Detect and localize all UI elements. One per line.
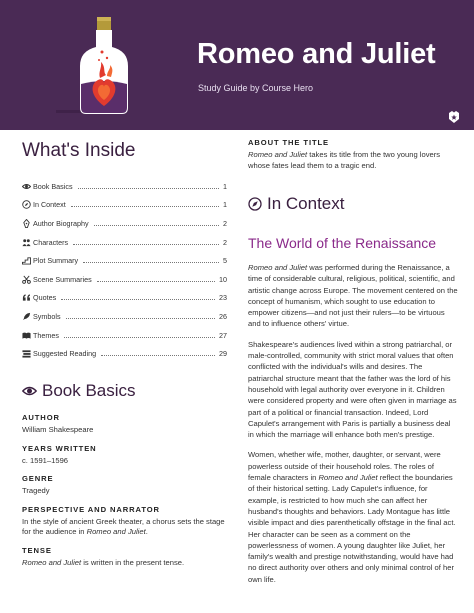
context-paragraph: Shakespeare's audiences lived within a strong patriarchal, or male-controlled, community with strict moral values that often conflicted with the individual's wills and desires. The patriarchal structure meant that the father was the lord of his household with legal authority over everyone in it. Children were considered property and were often given in marriage as part of a political or financial transaction. Indeed, Lord Capulet's arrangement with Paris is partially a business deal in which the marriage will enhance both men's prestige. bbox=[248, 339, 457, 440]
toc-leader bbox=[66, 318, 215, 319]
toc-leader bbox=[83, 262, 219, 263]
toc-item-book-basics[interactable] bbox=[22, 177, 227, 196]
eye-icon bbox=[22, 385, 37, 397]
toc-page: 5 bbox=[223, 256, 227, 266]
compass-icon bbox=[22, 200, 31, 209]
tense-label: TENSE bbox=[22, 545, 52, 555]
perspective-text: In the style of ancient Greek theater, a chorus sets the stage for the audience in bbox=[22, 516, 225, 537]
toc-label: Themes bbox=[33, 330, 59, 340]
toc-item-characters[interactable] bbox=[22, 233, 227, 252]
compass-icon bbox=[248, 197, 262, 211]
genre-label: GENRE bbox=[22, 474, 54, 484]
genre-block bbox=[22, 474, 227, 497]
bookmark-icon bbox=[22, 331, 31, 340]
tense-block bbox=[22, 546, 227, 569]
cover-header bbox=[0, 0, 474, 130]
toc-leader bbox=[61, 299, 215, 300]
scissors-icon bbox=[22, 275, 31, 284]
toc-label: Suggested Reading bbox=[33, 349, 97, 359]
toc-leader bbox=[97, 281, 215, 282]
potion-bottle-illustration bbox=[56, 14, 176, 122]
book-basics-heading-text: Book Basics bbox=[42, 381, 136, 400]
toc-leader bbox=[73, 244, 219, 245]
toc-page: 1 bbox=[223, 181, 227, 191]
toc-page: 26 bbox=[219, 311, 227, 321]
context-body bbox=[248, 262, 458, 594]
work-title: Romeo and Juliet bbox=[248, 150, 308, 159]
course-hero-logo-icon bbox=[448, 111, 460, 123]
author-block bbox=[22, 413, 227, 436]
stairs-icon bbox=[22, 256, 31, 265]
paragraph-text: was performed during the Renaissance, a time of considerable cultural, religious, political, scientific, and artistic change across Europe. The movement centered on the concept of humanism, which sought to use education to empower citizens—and not just their rulers—to be virtuous and to influence others' virtue. bbox=[248, 263, 458, 329]
tense-value bbox=[22, 558, 227, 569]
context-paragraph bbox=[248, 449, 458, 585]
perspective-label: PERSPECTIVE AND NARRATOR bbox=[22, 504, 160, 514]
years-value: c. 1591–1596 bbox=[22, 455, 69, 465]
toc-item-symbols[interactable] bbox=[22, 307, 227, 326]
toc-label: Author Biography bbox=[33, 218, 89, 228]
perspective-value bbox=[22, 517, 227, 538]
about-title-label: ABOUT THE TITLE bbox=[248, 138, 329, 147]
author-value: William Shakespeare bbox=[22, 425, 94, 434]
toc-item-quotes[interactable] bbox=[22, 289, 227, 308]
toc-page: 27 bbox=[219, 330, 227, 340]
toc-label: Book Basics bbox=[33, 181, 73, 191]
work-title: Romeo and Juliet bbox=[318, 473, 378, 483]
about-body: takes its title from the two young lovers whose fates lead them to a tragic end. bbox=[248, 150, 441, 170]
toc-page: 29 bbox=[219, 349, 227, 359]
document-subtitle: Study Guide by Course Hero bbox=[198, 83, 314, 93]
toc-item-themes[interactable] bbox=[22, 326, 227, 345]
eye-icon bbox=[22, 182, 31, 191]
people-icon bbox=[22, 238, 31, 247]
toc-item-plot-summary[interactable] bbox=[22, 251, 227, 270]
tense-text: is written in the present tense. bbox=[81, 557, 185, 567]
toc-leader bbox=[64, 337, 215, 338]
about-title-text bbox=[248, 150, 453, 172]
work-title: Romeo and Juliet bbox=[248, 263, 308, 272]
years-block bbox=[22, 444, 227, 467]
toc-page: 23 bbox=[219, 293, 227, 303]
toc-label: Symbols bbox=[33, 311, 61, 321]
book-basics-heading bbox=[22, 381, 136, 401]
toc-label: Plot Summary bbox=[33, 256, 79, 266]
toc-item-scene-summaries[interactable] bbox=[22, 270, 227, 289]
stack-icon bbox=[22, 349, 31, 358]
toc-page: 10 bbox=[219, 274, 227, 284]
perspective-end: . bbox=[145, 527, 148, 537]
toc-leader bbox=[101, 355, 215, 356]
in-context-heading bbox=[248, 194, 345, 214]
toc-label: Quotes bbox=[33, 293, 57, 303]
toc-label: Scene Summaries bbox=[33, 274, 92, 284]
years-label: YEARS WRITTEN bbox=[22, 443, 97, 453]
toc-page: 1 bbox=[223, 200, 227, 210]
work-title: Romeo and Juliet bbox=[22, 557, 82, 567]
in-context-heading-text: In Context bbox=[267, 194, 345, 213]
feather-icon bbox=[22, 312, 31, 321]
quote-icon bbox=[22, 293, 31, 302]
toc-label: In Context bbox=[33, 200, 66, 210]
context-paragraph bbox=[248, 262, 458, 330]
genre-value: Tragedy bbox=[22, 486, 50, 496]
toc-item-in-context[interactable] bbox=[22, 196, 227, 215]
paragraph-text: reflect the boundaries of their historical setting. Lady Capulet's influence, for example, is restricted to how much she can affect her husband's thoughts and behaviors. Lady Montague has little visible impact and dies parenthetically offstage in the final act. Her character can be seen as a comment on the powerlessness of women. A young daughter like Juliet, her family's wealth and prestige notwithstanding, would have had no direct authority over others and only minimal control of her own life. bbox=[248, 473, 456, 584]
toc-leader bbox=[94, 225, 219, 226]
toc-item-author-biography[interactable] bbox=[22, 214, 227, 233]
toc-page: 2 bbox=[223, 218, 227, 228]
renaissance-subheading: The World of the Renaissance bbox=[248, 235, 437, 251]
pen-nib-icon bbox=[22, 219, 31, 228]
toc-item-suggested-reading[interactable] bbox=[22, 344, 227, 363]
work-title: Romeo and Juliet bbox=[86, 527, 146, 537]
toc-leader bbox=[78, 188, 219, 189]
toc-leader bbox=[71, 206, 219, 207]
book-basics-section bbox=[22, 413, 227, 577]
paragraph-text: Women, whether wife, mother, daughter, or servant, were powerless outside of their household roles. The roles of female characters in bbox=[248, 450, 441, 483]
toc-page: 2 bbox=[223, 237, 227, 247]
table-of-contents bbox=[22, 177, 227, 363]
toc-label: Characters bbox=[33, 237, 69, 247]
perspective-block bbox=[22, 505, 227, 538]
toc-heading: What's Inside bbox=[22, 140, 136, 161]
author-label: AUTHOR bbox=[22, 413, 60, 422]
document-title: Romeo and Juliet bbox=[197, 38, 436, 70]
